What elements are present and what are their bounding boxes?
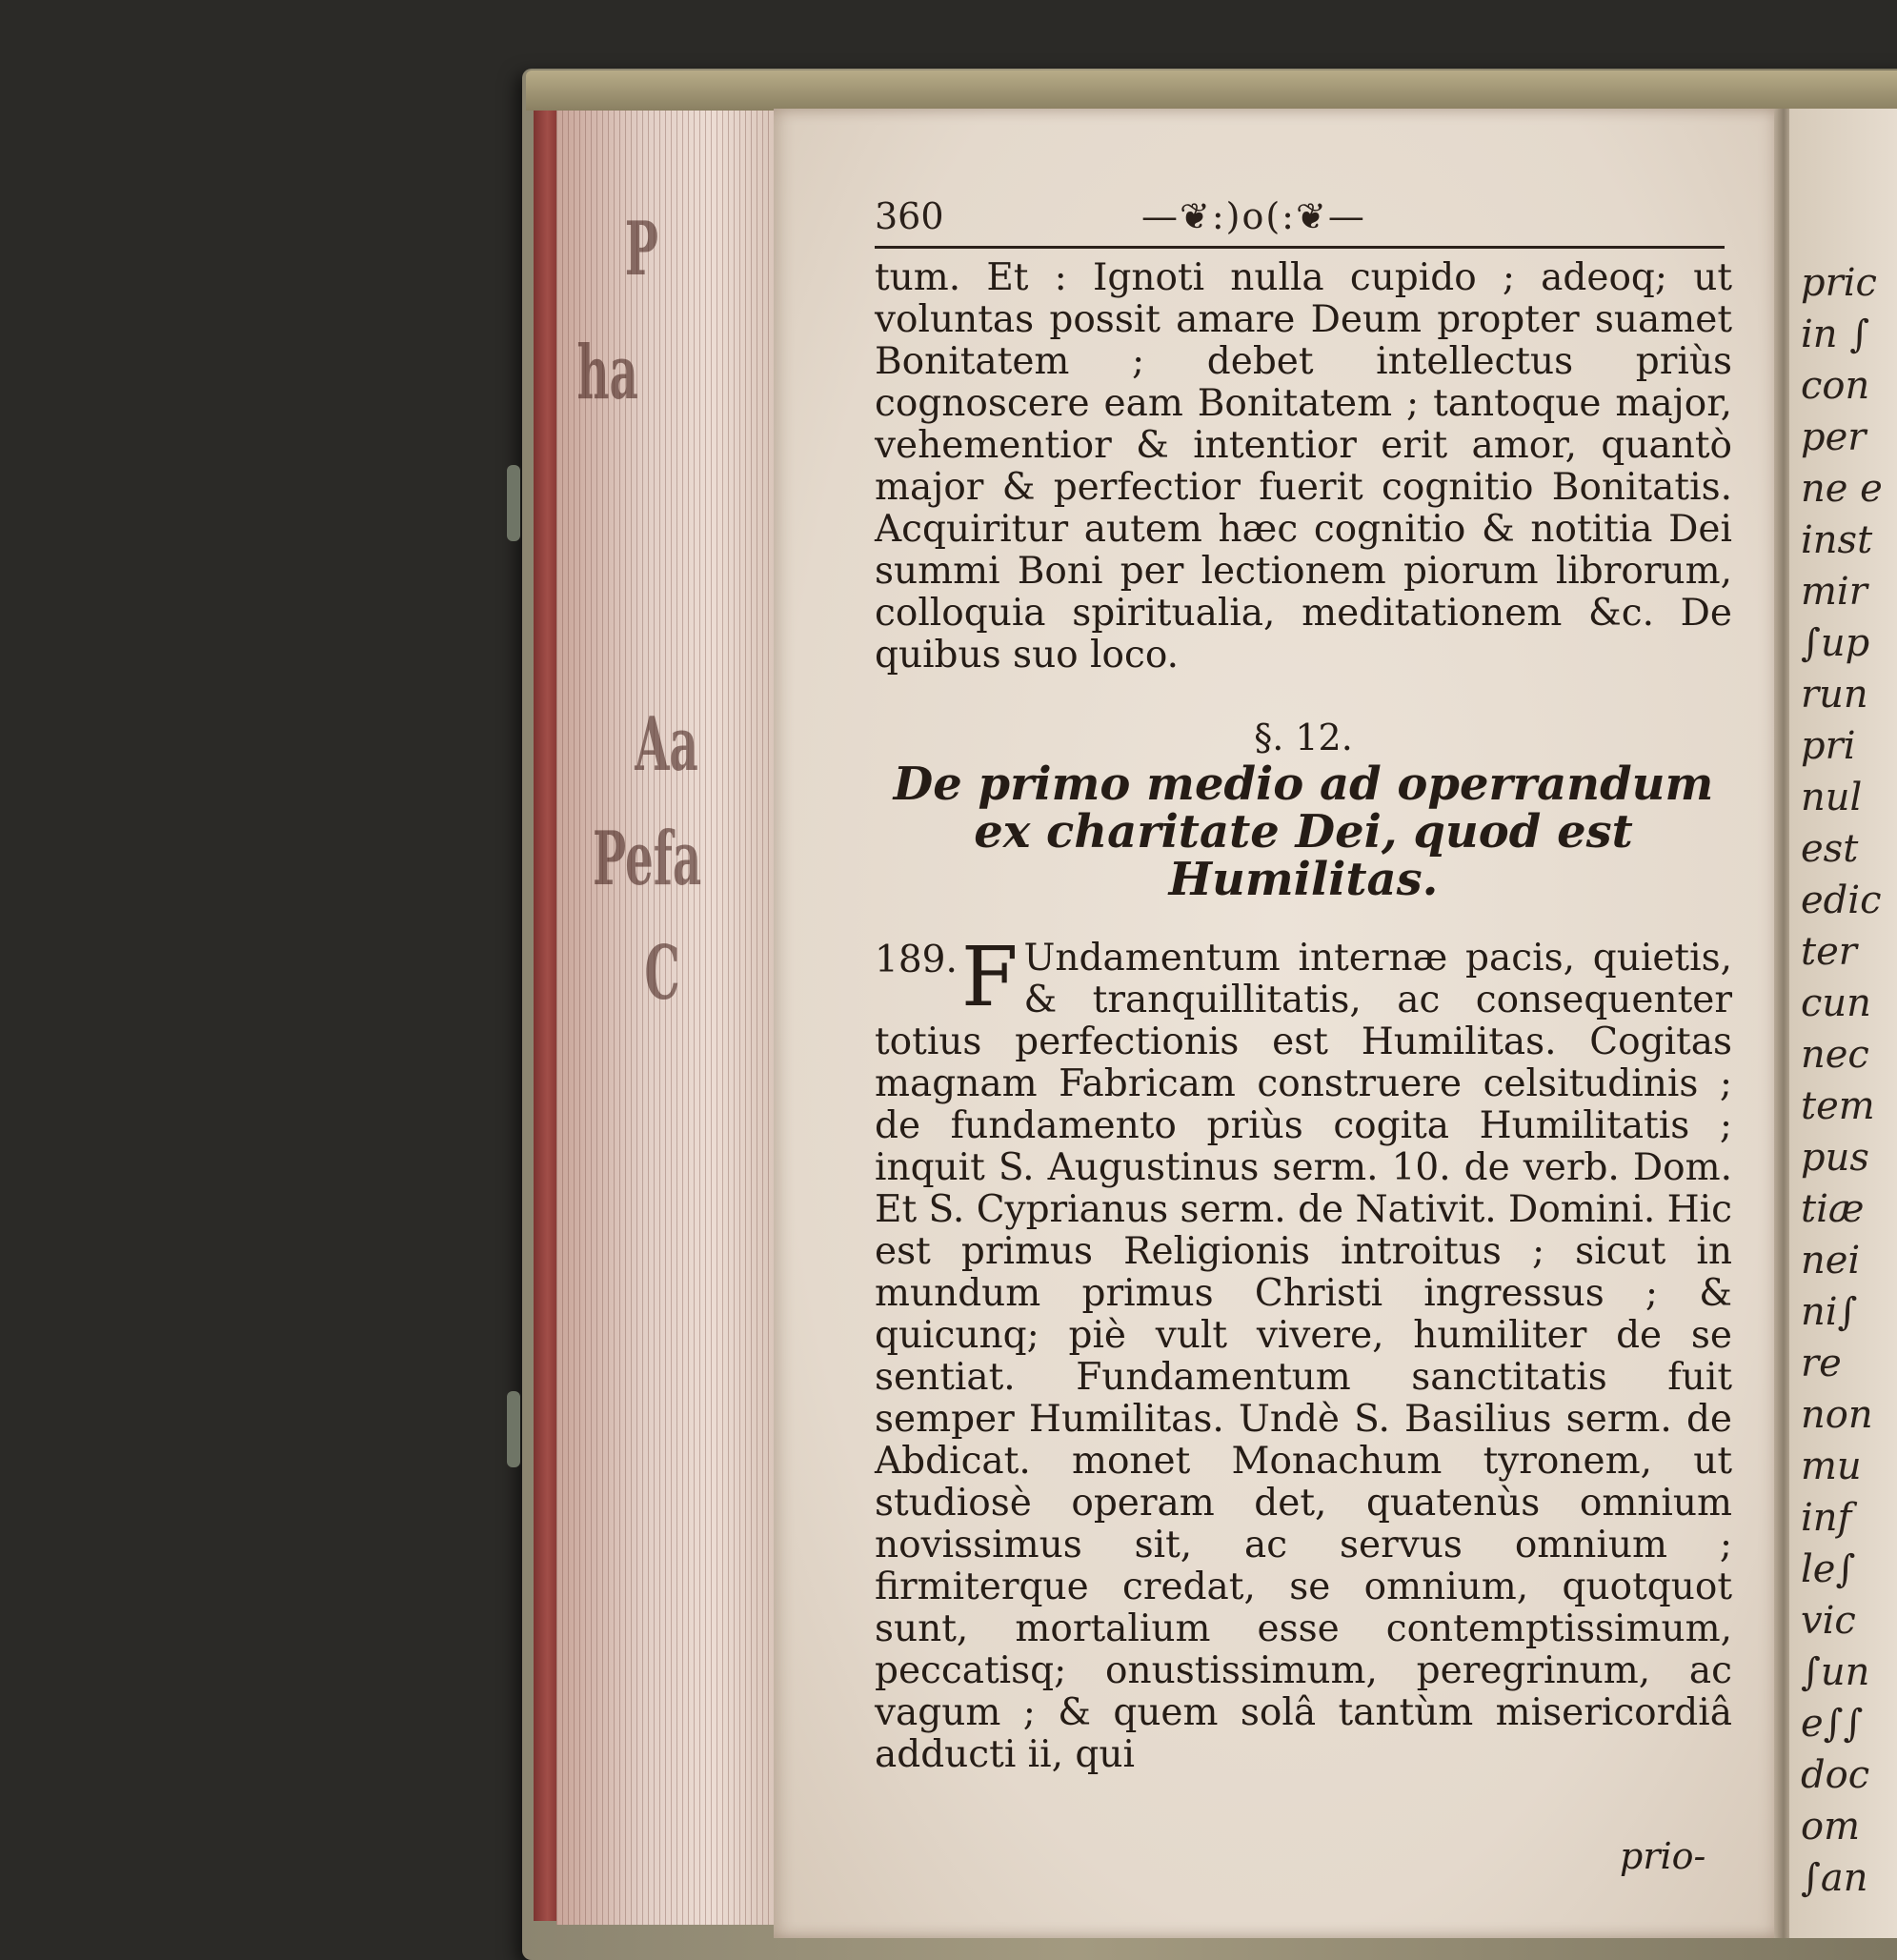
paragraph-body: Undamentum internæ pacis, quietis, & tranquillitatis, ac consequenter totius perfectionis est Humilitas. Cogitas magnam Fabricam construere celsitudinis ; de fundamento priùs cogita Humilitatis ; inquit S. Augustinus serm. 10. de verb. Dom. Et S. Cyprianus serm. de Nativit. Domini. Hic est primus Religionis introitus ; sicut in mundum primus Christi ingressus ; & quicunq; piè vult vivere, humiliter de se sentiat. Fundamentum sanctitatis fuit semper Humilitas. Undè S. Basilius serm. de Abdicat. monet Monachum tyronem, ut studiosè operam det, quatenùs omnium novissimus sit, ac servus omnium ; firmiterque credat, se omnium, quotquot sunt, mortalium esse contemptissimum, peccatisq; onustissimum, peregrinum, ac vagum ; & quem solâ tantùm misericordiâ adducti ii, qui	[875, 937, 1732, 1776]
catchword: prio-	[1620, 1835, 1706, 1877]
facing-page-fragment: tem	[1801, 1084, 1875, 1128]
facing-page-fragment: e∫∫	[1801, 1702, 1864, 1746]
facing-page-fragment: non	[1801, 1393, 1873, 1437]
facing-page-fragment: nei	[1801, 1239, 1861, 1283]
page-header	[875, 195, 1732, 243]
facing-page-fragment: ni∫	[1801, 1290, 1858, 1334]
page-number: 360	[875, 195, 944, 237]
facing-page-fragment: ne e	[1801, 467, 1883, 511]
facing-page-fragment: per	[1801, 415, 1867, 459]
facing-page-fragment: om	[1801, 1805, 1861, 1849]
edge-ghost-letter: Pefa	[593, 816, 702, 902]
facing-page-fragment: vic	[1801, 1599, 1856, 1643]
facing-page-fragment: in ∫	[1801, 313, 1870, 356]
facing-page-fragment: run	[1801, 673, 1868, 717]
clasp-lower	[507, 1391, 520, 1467]
edge-ghost-letter: ha	[576, 330, 638, 416]
paragraph-189	[875, 930, 1732, 1776]
clasp-upper	[507, 465, 520, 541]
facing-page-fragment: cun	[1801, 981, 1871, 1025]
facing-page	[1789, 109, 1897, 1938]
book-spine-top	[526, 71, 1897, 111]
facing-page-fragment: edic	[1801, 879, 1882, 922]
paragraph-number: 189.	[875, 939, 958, 981]
facing-page-fragment: mir	[1801, 570, 1867, 614]
page-edge-red	[534, 111, 556, 1921]
facing-page-fragment: ter	[1801, 930, 1857, 974]
edge-ghost-letter: C	[644, 930, 680, 1017]
edge-ghost-letter: P	[624, 206, 658, 293]
facing-page-fragment: est	[1801, 827, 1859, 871]
header-rule	[875, 246, 1725, 249]
facing-page-fragment: ∫an	[1801, 1856, 1868, 1900]
facing-page-fragment: con	[1801, 364, 1870, 408]
facing-page-fragment: mu	[1801, 1445, 1862, 1488]
facing-page-fragment: pus	[1801, 1136, 1869, 1180]
facing-page-fragment: tiæ	[1801, 1187, 1865, 1231]
page-stack	[556, 111, 780, 1925]
section-heading: De primo medio ad operrandum ex charitate Dei, quod est Humilitas.	[893, 758, 1714, 906]
paragraph-continuation: tum. Et : Ignoti nulla cupido ; adeoq; ut voluntas possit amare Deum propter suamet Bonitatem ; debet intellectus priùs cognoscere eam Bonitatem ; tantoque major, vehementior & intentior erit amor, quantò major & perfectior fuerit cognitio Bonitatis. Acquiritur autem hæc cognitio & notitia Dei summi Boni per lectionem piorum librorum, colloquia spiritualia, meditationem &c. De quibus suo loco.	[875, 256, 1732, 677]
facing-page-fragment: inf	[1801, 1496, 1852, 1540]
header-ornament: —❦:)o(:❦—	[1141, 195, 1366, 237]
facing-page-fragment: ∫up	[1801, 621, 1870, 665]
facing-page-fragment: pri	[1801, 724, 1856, 768]
facing-page-fragment: inst	[1801, 518, 1873, 562]
facing-page-fragment: pric	[1801, 261, 1877, 305]
facing-page-fragment: nul	[1801, 776, 1863, 819]
facing-page-fragment: le∫	[1801, 1547, 1856, 1591]
edge-ghost-letter: Aa	[635, 701, 698, 788]
facing-page-fragment: nec	[1801, 1033, 1869, 1077]
facing-page-fragment: doc	[1801, 1753, 1870, 1797]
drop-cap: F	[960, 930, 1019, 1025]
facing-page-fragment: re	[1801, 1342, 1842, 1385]
facing-page-fragment: ∫un	[1801, 1650, 1870, 1694]
section-number: §. 12.	[1254, 717, 1353, 758]
